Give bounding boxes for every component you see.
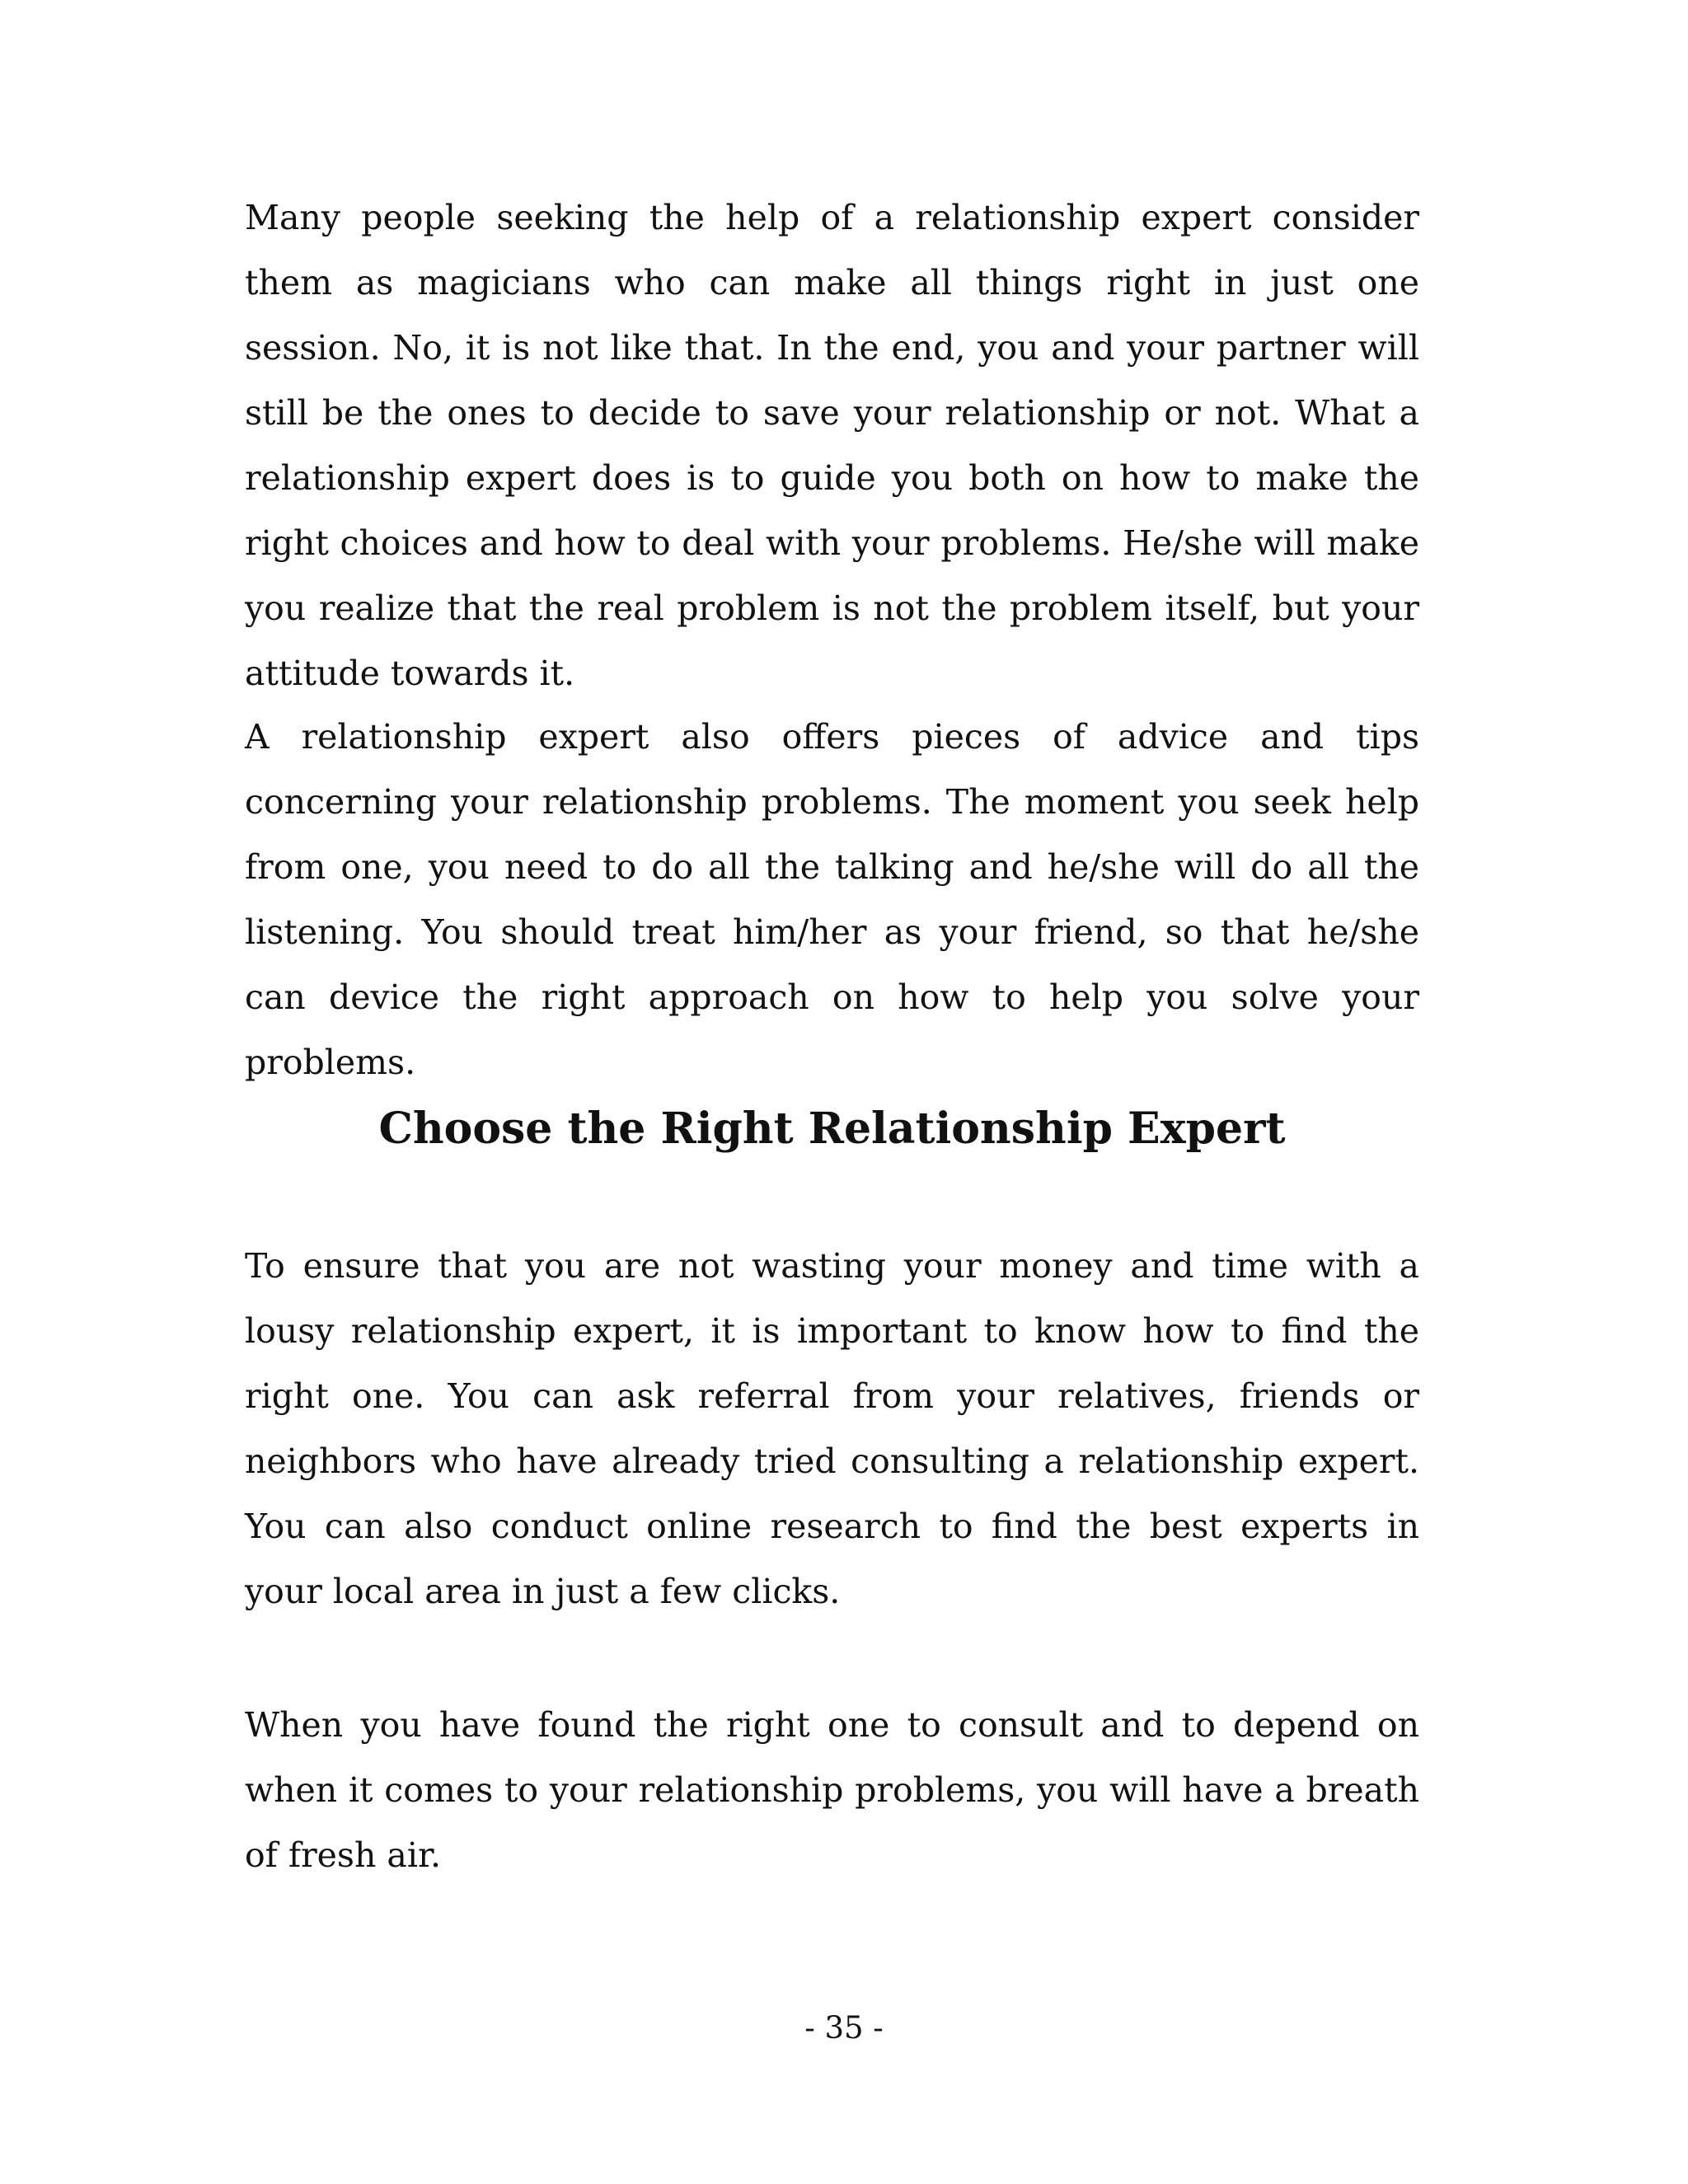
paragraph-4: When you have found the right one to consult and to depend on when it comes to your relationship problems, you will have a breath of fresh air. bbox=[245, 1705, 1419, 1875]
section-heading: Choose the Right Relationship Expert bbox=[378, 1104, 1286, 1154]
paragraph-3: To ensure that you are not wasting your money and time with a lousy relationship expert, it is important to know how to find the right one. You can ask referral from your relatives, friends or neighbors who have already tried consulting a relationship expert. You can also conduct online research to find the best experts in your local area in just a few clicks. bbox=[245, 1246, 1419, 1611]
page-number: - 35 - bbox=[804, 2010, 884, 2046]
paragraph-2: A relationship expert also offers pieces of advice and tips concerning your relationship problems. The moment you seek help from one, you need to do all the talking and he/she will do all the listening. You should treat him/her as your friend, so that he/she can device the right approach on how to help you solve your problems. bbox=[245, 717, 1419, 1082]
paragraph-1: Many people seeking the help of a relationship expert consider them as magicians who can make all things right in just one session. No, it is not like that. In the end, you and your partner will still be the ones to decide to save your relationship or not. What a relationship expert does is to guide you both on how to make the right choices and how to deal with your problems. He/she will make you realize that the real problem is not the problem itself, but your attitude towards it. bbox=[245, 198, 1419, 693]
